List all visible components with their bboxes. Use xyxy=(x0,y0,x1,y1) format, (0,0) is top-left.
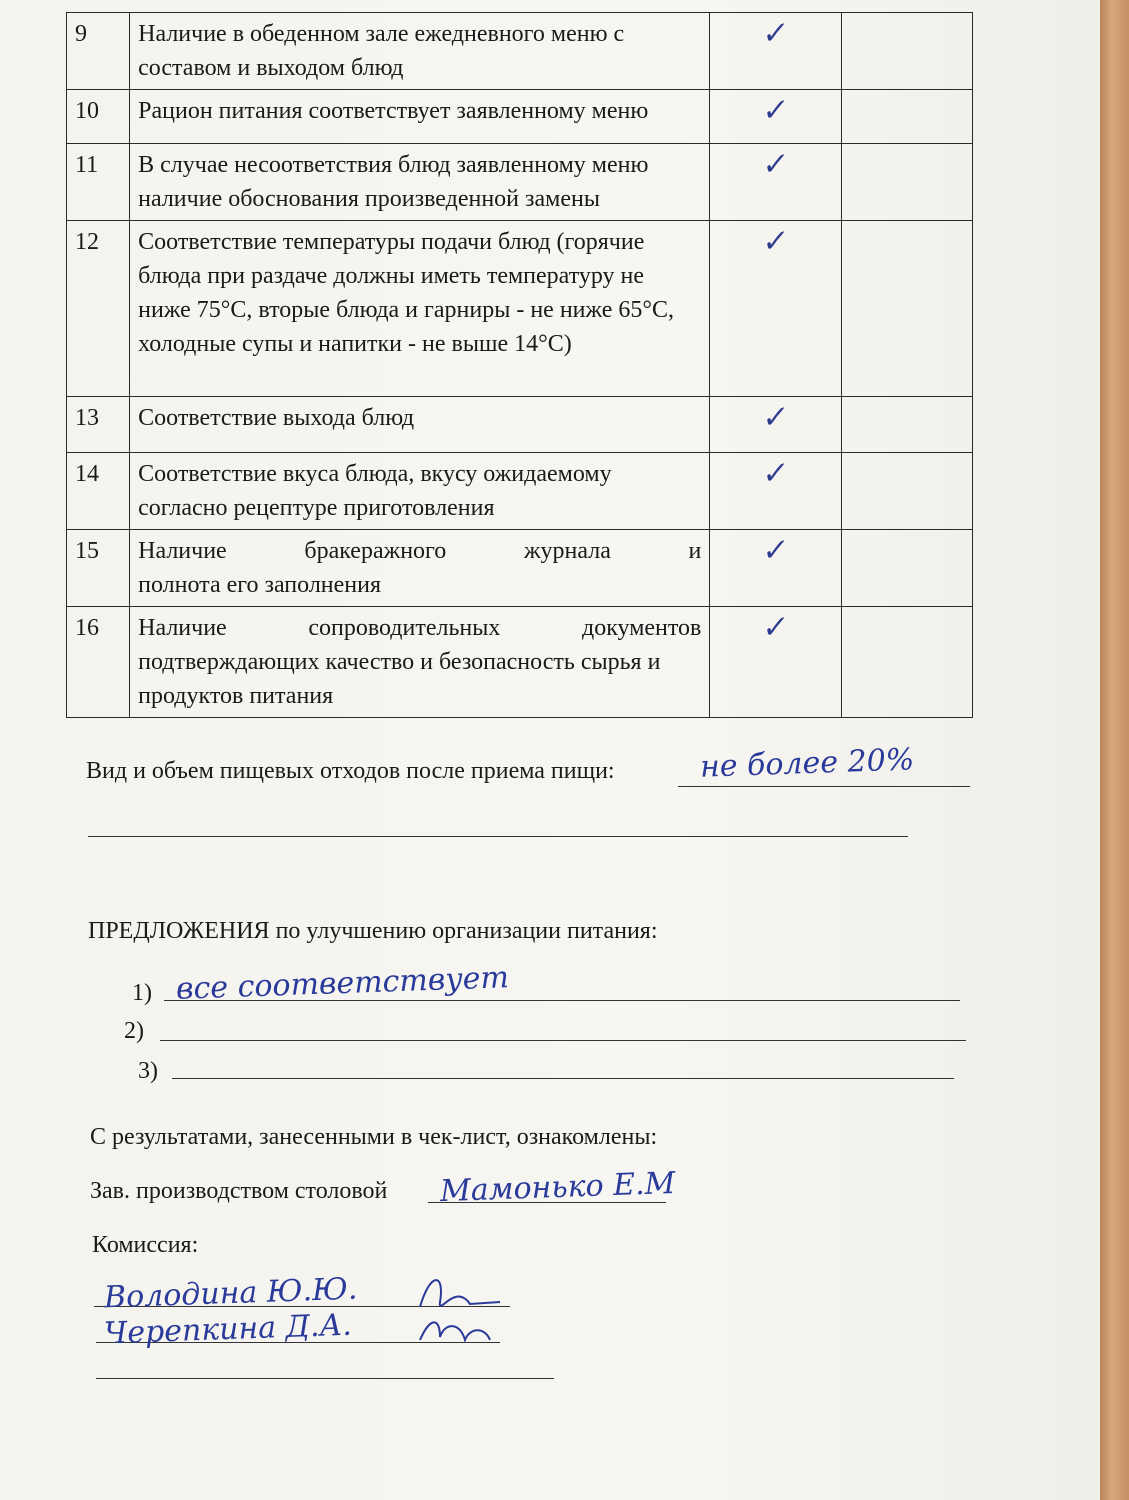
table-row xyxy=(67,13,973,90)
empty-cell xyxy=(841,607,972,718)
empty-cell xyxy=(841,90,972,144)
checkmark: ✓ xyxy=(760,608,791,647)
empty-cell xyxy=(841,397,972,453)
row-number: 16 xyxy=(67,607,130,718)
proposal-number: 1) xyxy=(132,980,152,1006)
waste-underline-2 xyxy=(88,836,908,837)
proposals-heading-bold: ПРЕДЛОЖЕНИЯ xyxy=(88,918,270,944)
manager-signature: Мамонько Е.М xyxy=(439,1165,676,1210)
commission-member-signature: Володина Ю.Ю. xyxy=(103,1271,359,1316)
wooden-desk-edge xyxy=(1100,0,1129,1500)
empty-cell xyxy=(841,144,972,221)
manager-label: Зав. производством столовой xyxy=(90,1178,388,1204)
row-number: 11 xyxy=(67,144,130,221)
table-row xyxy=(67,144,973,221)
row-criterion: Соответствие выхода блюд xyxy=(130,397,710,453)
proposal-number: 2) xyxy=(124,1018,144,1044)
waste-underline xyxy=(678,786,970,787)
row-criterion-line: Наличие бракеражного журнала и xyxy=(138,538,702,564)
signature-flourish xyxy=(400,1262,520,1352)
commission-member-signature: Черепкина Д.А. xyxy=(103,1307,353,1352)
acknowledgement-text: С результатами, занесенными в чек-лист, ознакомлены: xyxy=(90,1124,658,1150)
row-criterion: В случае несоответствия блюд заявленному меню наличие обоснования произведенной замены xyxy=(130,144,710,221)
row-number: 13 xyxy=(67,397,130,453)
checklist-table xyxy=(66,12,973,718)
row-number: 9 xyxy=(67,13,130,90)
table-row xyxy=(67,221,973,397)
checkmark: ✓ xyxy=(760,454,791,493)
row-criterion: Рацион питания соответствует заявленному меню xyxy=(130,90,710,144)
empty-cell xyxy=(841,453,972,530)
proposal-line xyxy=(172,1078,954,1079)
row-criterion-line: полнота его заполнения xyxy=(138,572,382,598)
row-criterion: Соответствие температуры подачи блюд (горячие блюда при раздаче должны иметь температуру не ниже 75°С, вторые блюда и гарниры - не ниже 65°С, холодные супы и напитки - не выше 14°С) xyxy=(130,221,710,397)
row-number: 12 xyxy=(67,221,130,397)
row-criterion: Наличие в обеденном зале ежедневного меню с составом и выходом блюд xyxy=(130,13,710,90)
checkmark: ✓ xyxy=(760,145,791,184)
checkmark: ✓ xyxy=(760,222,791,261)
waste-label: Вид и объем пищевых отходов после приема пищи: xyxy=(86,758,615,784)
empty-cell xyxy=(841,530,972,607)
checkmark: ✓ xyxy=(760,14,791,53)
checkmark: ✓ xyxy=(760,91,791,130)
proposals-heading-rest: по улучшению организации питания: xyxy=(275,918,658,944)
proposals-heading xyxy=(88,918,658,945)
proposal-line xyxy=(160,1040,966,1041)
row-number: 14 xyxy=(67,453,130,530)
row-number: 10 xyxy=(67,90,130,144)
commission-label: Комиссия: xyxy=(92,1232,199,1258)
checkmark: ✓ xyxy=(760,398,791,437)
row-criterion: Соответствие вкуса блюда, вкусу ожидаемому согласно рецептуре приготовления xyxy=(130,453,710,530)
proposal-number: 3) xyxy=(138,1058,158,1084)
waste-value: не более 20% xyxy=(699,742,915,785)
table-row xyxy=(67,607,973,718)
checkmark: ✓ xyxy=(760,531,791,570)
table-row xyxy=(67,90,973,144)
empty-cell xyxy=(841,221,972,397)
row-criterion-line: подтверждающих качество и безопасность сырья и продуктов питания xyxy=(138,649,661,709)
table-row xyxy=(67,530,973,607)
empty-cell xyxy=(841,13,972,90)
table-row xyxy=(67,397,973,453)
row-criterion-line: Наличие сопроводительных документов xyxy=(138,615,702,641)
table-row xyxy=(67,453,973,530)
row-number: 15 xyxy=(67,530,130,607)
commission-line xyxy=(96,1378,554,1379)
proposal-value: все соответствует xyxy=(175,960,510,1007)
